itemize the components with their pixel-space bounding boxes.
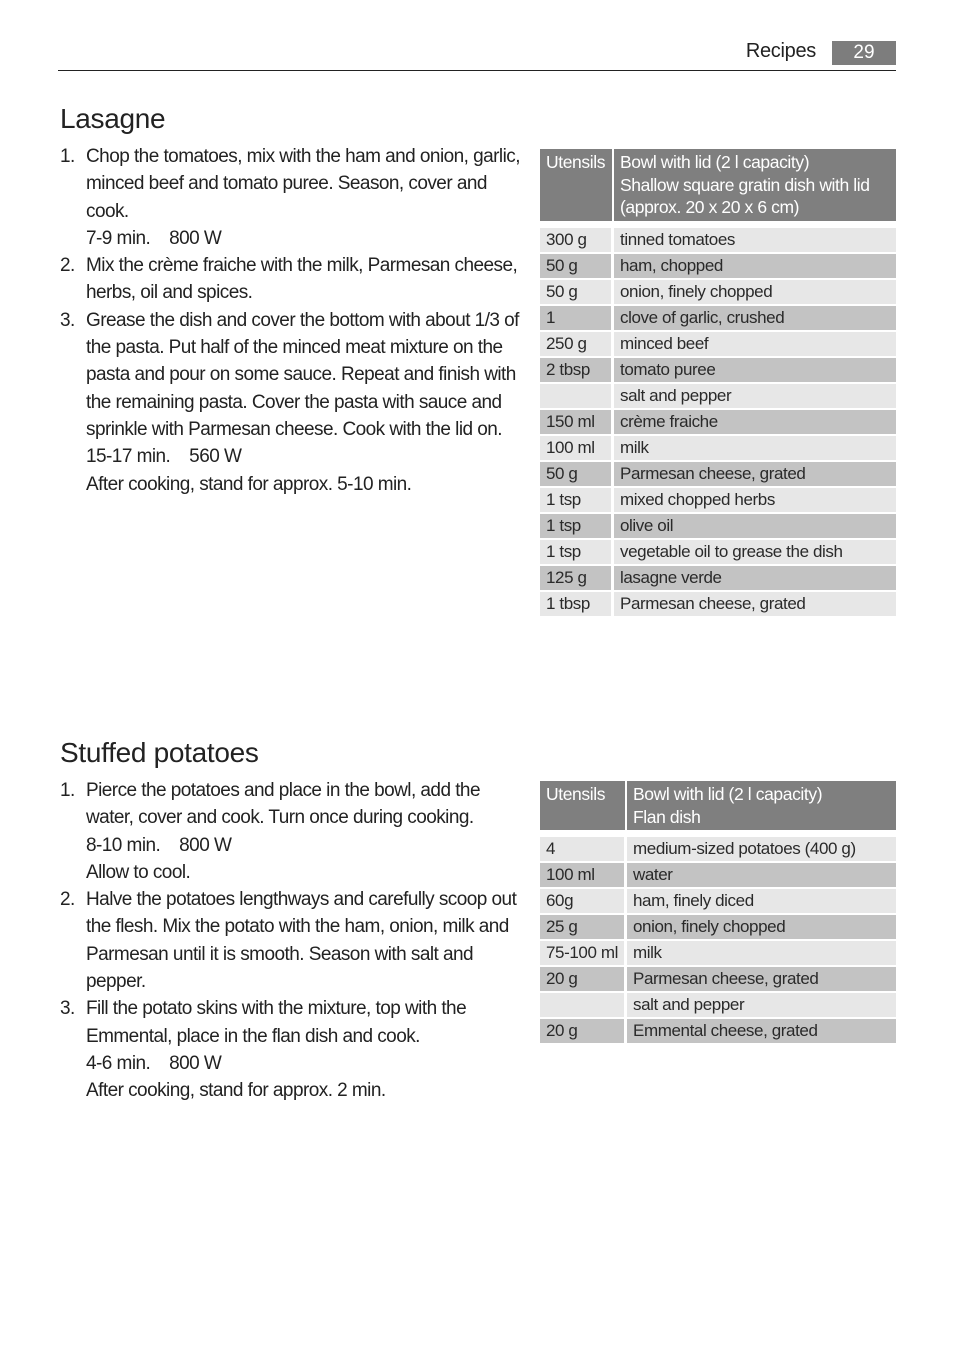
ingredient-quantity: 250 g bbox=[540, 332, 614, 358]
ingredient-row bbox=[540, 436, 896, 462]
ingredient-quantity: 1 tsp bbox=[540, 540, 614, 566]
ingredient-row bbox=[540, 967, 896, 993]
step-number: 3. bbox=[60, 309, 75, 331]
step-text-line: the flesh. Mix the potato with the ham, onion, milk and bbox=[86, 916, 509, 938]
recipe-step bbox=[60, 143, 522, 252]
lasagne-steps bbox=[60, 143, 522, 498]
ingredient-quantity: 60g bbox=[540, 889, 627, 915]
ingredient-name: minced beef bbox=[614, 332, 896, 358]
ingredient-name: ham, chopped bbox=[614, 254, 896, 280]
step-text-line: the remaining pasta. Cover the pasta with sauce and bbox=[86, 391, 502, 413]
step-text-line: Pierce the potatoes and place in the bowl, add the bbox=[86, 780, 480, 801]
ingredient-name: salt and pepper bbox=[614, 384, 896, 410]
ingredient-row bbox=[540, 358, 896, 384]
ingredient-name: salt and pepper bbox=[627, 993, 896, 1019]
ingredient-quantity: 1 tbsp bbox=[540, 592, 614, 618]
ingredient-quantity: 20 g bbox=[540, 1019, 627, 1045]
step-text-line: water, cover and cook. Turn once during cooking. bbox=[86, 807, 474, 829]
step-text-line: sprinkle with Parmesan cheese. Cook with the lid on. bbox=[86, 418, 503, 440]
utensils-row bbox=[540, 149, 896, 221]
ingredient-quantity: 150 ml bbox=[540, 410, 614, 436]
lasagne-ingredients-table bbox=[540, 149, 896, 618]
utensil-item: Flan dish bbox=[633, 806, 701, 827]
ingredient-name: milk bbox=[627, 941, 896, 967]
ingredient-name: water bbox=[627, 863, 896, 889]
ingredient-name: onion, finely chopped bbox=[614, 280, 896, 306]
recipe-step bbox=[60, 307, 522, 498]
step-text-line: minced beef and tomato puree. Season, cover and cook. bbox=[86, 173, 487, 222]
ingredient-row bbox=[540, 993, 896, 1019]
ingredient-row bbox=[540, 540, 896, 566]
ingredient-row bbox=[540, 410, 896, 436]
ingredient-row bbox=[540, 592, 896, 618]
page-number: 29 bbox=[832, 41, 896, 65]
ingredient-name: ham, finely diced bbox=[627, 889, 896, 915]
recipe-step bbox=[60, 995, 522, 1104]
step-text-line: pasta and pour on some sauce. Repeat and finish with bbox=[86, 364, 516, 386]
step-text-line: the pasta. Put half of the minced meat mixture on the bbox=[86, 337, 503, 359]
utensils-row bbox=[540, 781, 896, 830]
step-number: 1. bbox=[60, 146, 75, 167]
step-number: 2. bbox=[60, 889, 75, 911]
ingredient-name: Parmesan cheese, grated bbox=[614, 592, 896, 618]
ingredient-name: onion, finely chopped bbox=[627, 915, 896, 941]
ingredient-quantity: 1 bbox=[540, 306, 614, 332]
step-number: 1. bbox=[60, 780, 75, 801]
table-spacer bbox=[540, 830, 896, 837]
step-text-line: Allow to cool. bbox=[86, 861, 191, 883]
recipe-step bbox=[60, 777, 522, 886]
ingredient-quantity: 25 g bbox=[540, 915, 627, 941]
ingredient-name: Parmesan cheese, grated bbox=[614, 462, 896, 488]
ingredient-quantity: 50 g bbox=[540, 280, 614, 306]
step-text-line: 4-6 min. 800 W bbox=[86, 1052, 222, 1074]
ingredient-quantity: 4 bbox=[540, 837, 627, 863]
section-title: Recipes bbox=[745, 40, 816, 62]
ingredient-row bbox=[540, 514, 896, 540]
step-text-line: pepper. bbox=[86, 971, 146, 993]
step-number: 3. bbox=[60, 998, 75, 1020]
ingredient-name: vegetable oil to grease the dish bbox=[614, 540, 896, 566]
ingredient-quantity: 50 g bbox=[540, 462, 614, 488]
ingredient-row bbox=[540, 488, 896, 514]
step-text-line: 8-10 min. 800 W bbox=[86, 834, 232, 856]
ingredient-name: milk bbox=[614, 436, 896, 462]
step-text-line: Grease the dish and cover the bottom with about 1/3 of bbox=[86, 309, 519, 331]
ingredient-quantity: 2 tbsp bbox=[540, 358, 614, 384]
ingredient-row bbox=[540, 837, 896, 863]
ingredient-row bbox=[540, 462, 896, 488]
ingredient-row bbox=[540, 384, 896, 410]
ingredient-row bbox=[540, 941, 896, 967]
ingredient-row bbox=[540, 306, 896, 332]
step-number: 2. bbox=[60, 255, 75, 277]
ingredient-row bbox=[540, 1019, 896, 1045]
step-text-line: Parmesan until it is smooth. Season with salt and bbox=[86, 943, 474, 965]
step-text-line: After cooking, stand for approx. 5-10 min. bbox=[86, 473, 412, 495]
stuffed-potatoes-ingredients-table bbox=[540, 781, 896, 1045]
step-text-line: Halve the potatoes lengthways and carefully scoop out bbox=[86, 889, 517, 911]
recipe-step bbox=[60, 886, 522, 995]
utensil-item: Bowl with lid (2 l capacity) bbox=[633, 784, 823, 804]
ingredient-quantity: 300 g bbox=[540, 228, 614, 254]
ingredient-quantity: 125 g bbox=[540, 566, 614, 592]
ingredient-quantity bbox=[540, 993, 627, 1019]
ingredient-row bbox=[540, 566, 896, 592]
ingredient-quantity: 20 g bbox=[540, 967, 627, 993]
recipe-title-lasagne: Lasagne bbox=[60, 103, 166, 134]
ingredient-quantity bbox=[540, 384, 614, 410]
utensil-item: Shallow square gratin dish with lid bbox=[620, 174, 870, 195]
utensils-list bbox=[614, 149, 896, 221]
utensil-item: Bowl with lid (2 l capacity) bbox=[620, 152, 810, 172]
page-header bbox=[58, 38, 896, 71]
ingredient-name: clove of garlic, crushed bbox=[614, 306, 896, 332]
ingredient-quantity: 1 tsp bbox=[540, 514, 614, 540]
recipe-title-stuffed-potatoes: Stuffed potatoes bbox=[60, 737, 259, 768]
ingredient-quantity: 1 tsp bbox=[540, 488, 614, 514]
step-text-line: 7-9 min. 800 W bbox=[86, 227, 222, 249]
ingredient-name: lasagne verde bbox=[614, 566, 896, 592]
utensils-label: Utensils bbox=[540, 781, 627, 830]
ingredient-quantity: 75-100 ml bbox=[540, 941, 627, 967]
utensils-list bbox=[627, 781, 896, 830]
ingredient-row bbox=[540, 280, 896, 306]
utensils-label: Utensils bbox=[540, 149, 614, 221]
ingredient-name: mixed chopped herbs bbox=[614, 488, 896, 514]
ingredient-row bbox=[540, 228, 896, 254]
ingredient-row bbox=[540, 332, 896, 358]
ingredient-quantity: 100 ml bbox=[540, 436, 614, 462]
stuffed-potatoes-steps bbox=[60, 777, 522, 1105]
ingredient-name: olive oil bbox=[614, 514, 896, 540]
step-text-line: 15-17 min. 560 W bbox=[86, 446, 242, 468]
ingredient-quantity: 100 ml bbox=[540, 863, 627, 889]
ingredient-quantity: 50 g bbox=[540, 254, 614, 280]
step-text-line: Mix the crème fraiche with the milk, Parmesan cheese, bbox=[86, 255, 518, 277]
recipe-step bbox=[60, 252, 522, 307]
ingredient-name: tinned tomatoes bbox=[614, 228, 896, 254]
ingredient-name: Parmesan cheese, grated bbox=[627, 967, 896, 993]
step-text-line: Chop the tomatoes, mix with the ham and onion, garlic, bbox=[86, 146, 520, 167]
step-text-line: Fill the potato skins with the mixture, top with the bbox=[86, 998, 467, 1020]
step-text-line: After cooking, stand for approx. 2 min. bbox=[86, 1080, 386, 1102]
ingredient-row bbox=[540, 863, 896, 889]
step-text-line: Emmental, place in the flan dish and cook. bbox=[86, 1025, 420, 1047]
ingredient-row bbox=[540, 254, 896, 280]
step-text-line: herbs, oil and spices. bbox=[86, 282, 253, 304]
utensil-item: (approx. 20 x 20 x 6 cm) bbox=[620, 197, 800, 217]
ingredient-name: crème fraiche bbox=[614, 410, 896, 436]
ingredient-name: tomato puree bbox=[614, 358, 896, 384]
ingredient-name: medium-sized potatoes (400 g) bbox=[627, 837, 896, 863]
table-spacer bbox=[540, 221, 896, 228]
ingredient-row bbox=[540, 915, 896, 941]
ingredient-row bbox=[540, 889, 896, 915]
ingredient-name: Emmental cheese, grated bbox=[627, 1019, 896, 1045]
